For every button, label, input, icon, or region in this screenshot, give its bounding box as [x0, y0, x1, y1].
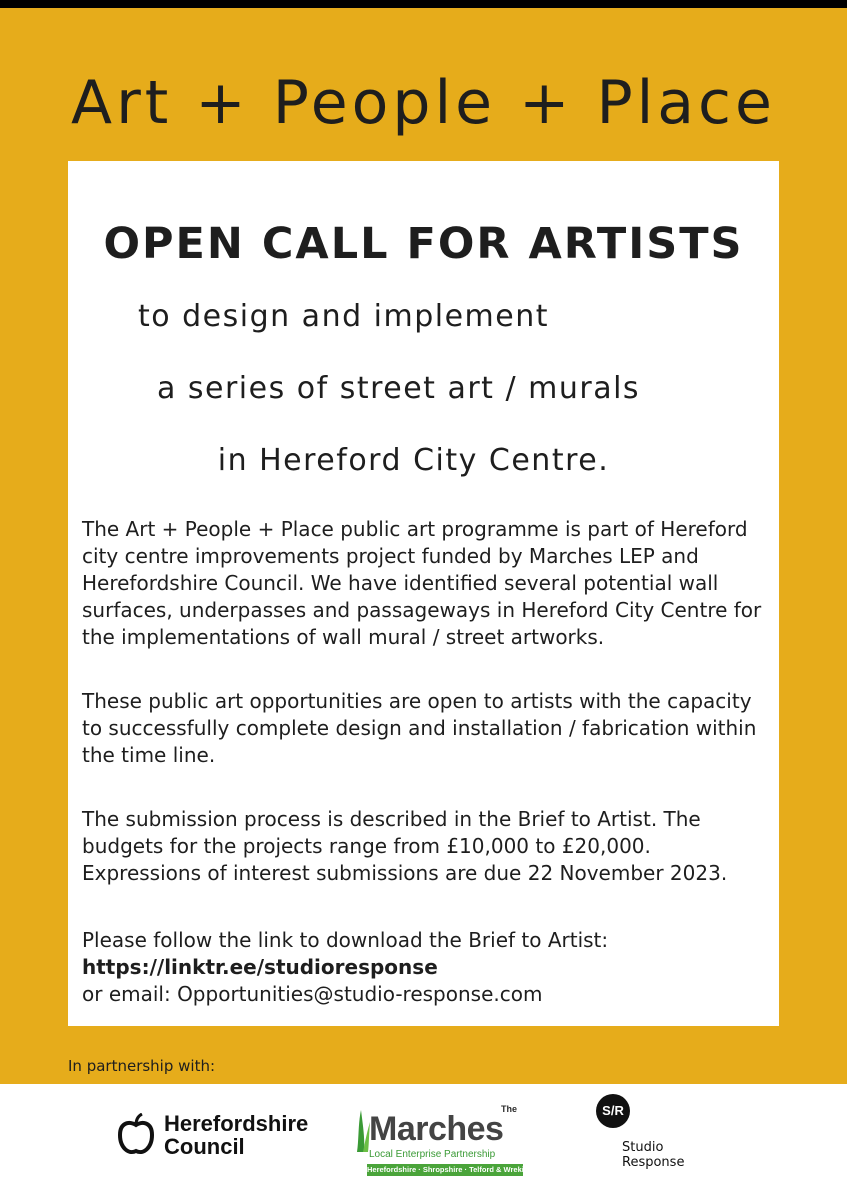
studio-response-mark: S/R	[596, 1094, 630, 1128]
studio-response-line-2: Response	[622, 1155, 685, 1170]
apple-icon	[116, 1113, 156, 1157]
email-line[interactable]: or email: Opportunities@studio-response.com	[82, 982, 543, 1006]
paragraph-submission: The submission process is described in the Brief to Artist. The budgets for the projects range from £10,000 to £20,000. Expressions of interest submissions are due 22 November 2023.	[82, 807, 728, 885]
marches-word: Marches	[369, 1110, 504, 1148]
herefordshire-council-logo	[116, 1112, 308, 1158]
poster-title: Art + People + Place	[71, 68, 776, 138]
paragraph-opportunities: These public art opportunities are open to artists with the capacity to successfully complete design and installation / fabrication within the time line.	[82, 689, 757, 767]
top-border	[0, 0, 847, 8]
paragraph-programme: The Art + People + Place public art programme is part of Hereford city centre improvements project funded by Marches LEP and Herefordshire Council. We have identified several potential wall surfaces, underpasses and passageways in Hereford City Centre for the implementations of wall mural / street artworks.	[82, 517, 762, 649]
contact-intro: Please follow the link to download the Brief to Artist:	[82, 928, 609, 952]
partnership-label: In partnership with:	[68, 1057, 216, 1075]
marches-lep-text: Local Enterprise Partnership	[369, 1149, 496, 1160]
poster	[0, 8, 847, 1084]
subtitle-line-3: in Hereford City Centre.	[217, 443, 610, 478]
studio-response-line-1: Studio	[622, 1140, 664, 1155]
headline: OPEN CALL FOR ARTISTS	[103, 219, 744, 269]
marches-counties-bar: Herefordshire · Shropshire · Telford & Wrekin	[367, 1165, 529, 1174]
subtitle-line-1: to design and implement	[137, 299, 550, 334]
marches-the: The	[501, 1104, 518, 1114]
partner-logos	[0, 1084, 847, 1200]
content-card	[68, 161, 779, 1026]
herefordshire-name-line-2: Council	[164, 1134, 245, 1159]
herefordshire-name-line-1: Herefordshire	[164, 1111, 309, 1136]
studio-response-logo	[596, 1094, 684, 1170]
brief-link[interactable]: https://linktr.ee/studioresponse	[82, 955, 438, 979]
paragraph-contact	[82, 927, 772, 1008]
subtitle-line-2: a series of street art / murals	[156, 371, 641, 406]
